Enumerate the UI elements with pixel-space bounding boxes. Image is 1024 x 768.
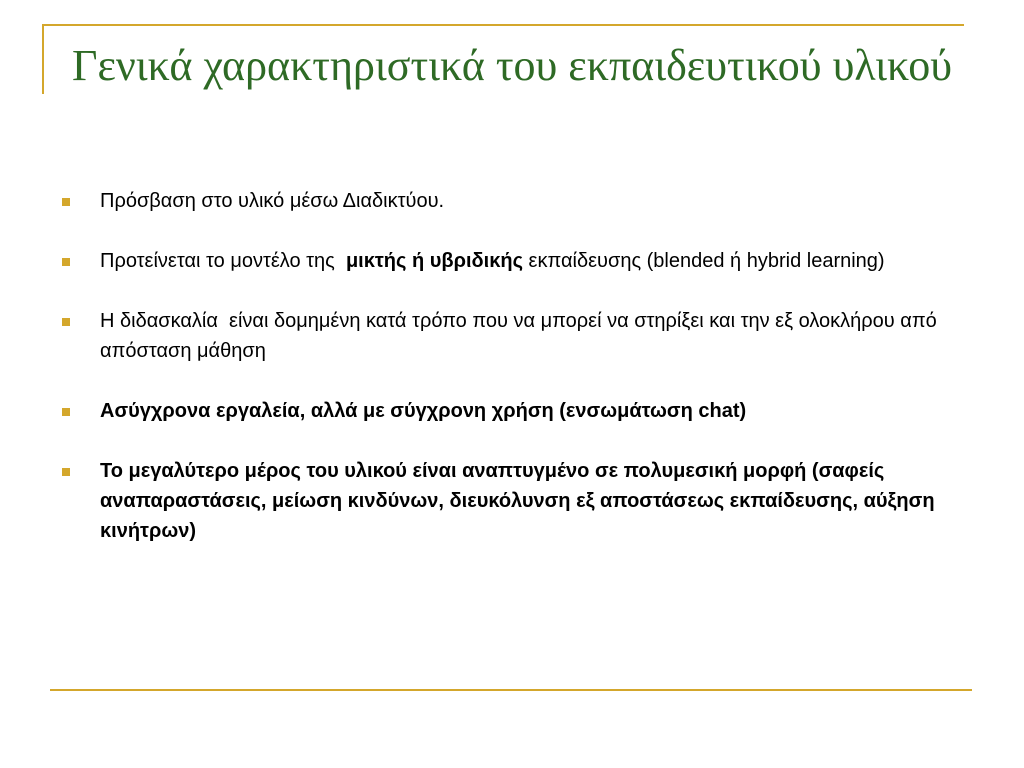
square-bullet-icon xyxy=(62,258,70,266)
bullet-text-emphasis: μικτής ή υβριδικής xyxy=(345,250,523,272)
frame-top-rule xyxy=(42,24,964,26)
bullet-text-emphasis: Ασύγχρονα εργαλεία, αλλά με σύγχρονη χρήση (ενσωμάτωση chat) xyxy=(100,400,747,422)
bullet-item xyxy=(62,456,962,546)
bullet-list xyxy=(62,186,962,546)
bullet-item xyxy=(62,306,962,366)
bullet-text: Η διδασκαλία είναι δομημένη κατά τρόπο που να μπορεί να στηρίξει και την εξ ολοκλήρου από απόσταση μάθηση xyxy=(100,310,943,362)
bullet-text: εκπαίδευσης (blended ή hybrid learning) xyxy=(523,250,885,272)
frame-vertical-rule xyxy=(42,24,44,94)
square-bullet-icon xyxy=(62,468,70,476)
bullet-text: Πρόσβαση στο υλικό μέσω Διαδικτύου. xyxy=(100,190,445,212)
bullet-item xyxy=(62,246,962,276)
slide-title: Γενικά χαρακτηριστικά του εκπαιδευτικού υλικού xyxy=(72,41,952,90)
bullet-item xyxy=(62,396,962,426)
square-bullet-icon xyxy=(62,198,70,206)
bullet-item xyxy=(62,186,962,216)
frame-bottom-rule xyxy=(50,689,972,691)
bullet-text: Προτείνεται το μοντέλο της xyxy=(100,250,346,272)
bullet-text-emphasis: Το μεγαλύτερο μέρος του υλικού είναι αναπτυγμένο σε πολυμεσική μορφή (σαφείς αναπαραστάσεις, μείωση κινδύνων, διευκόλυνση εξ αποστάσεως εκπαίδευσης, αύξηση κινήτρων) xyxy=(100,460,935,542)
square-bullet-icon xyxy=(62,318,70,326)
square-bullet-icon xyxy=(62,408,70,416)
